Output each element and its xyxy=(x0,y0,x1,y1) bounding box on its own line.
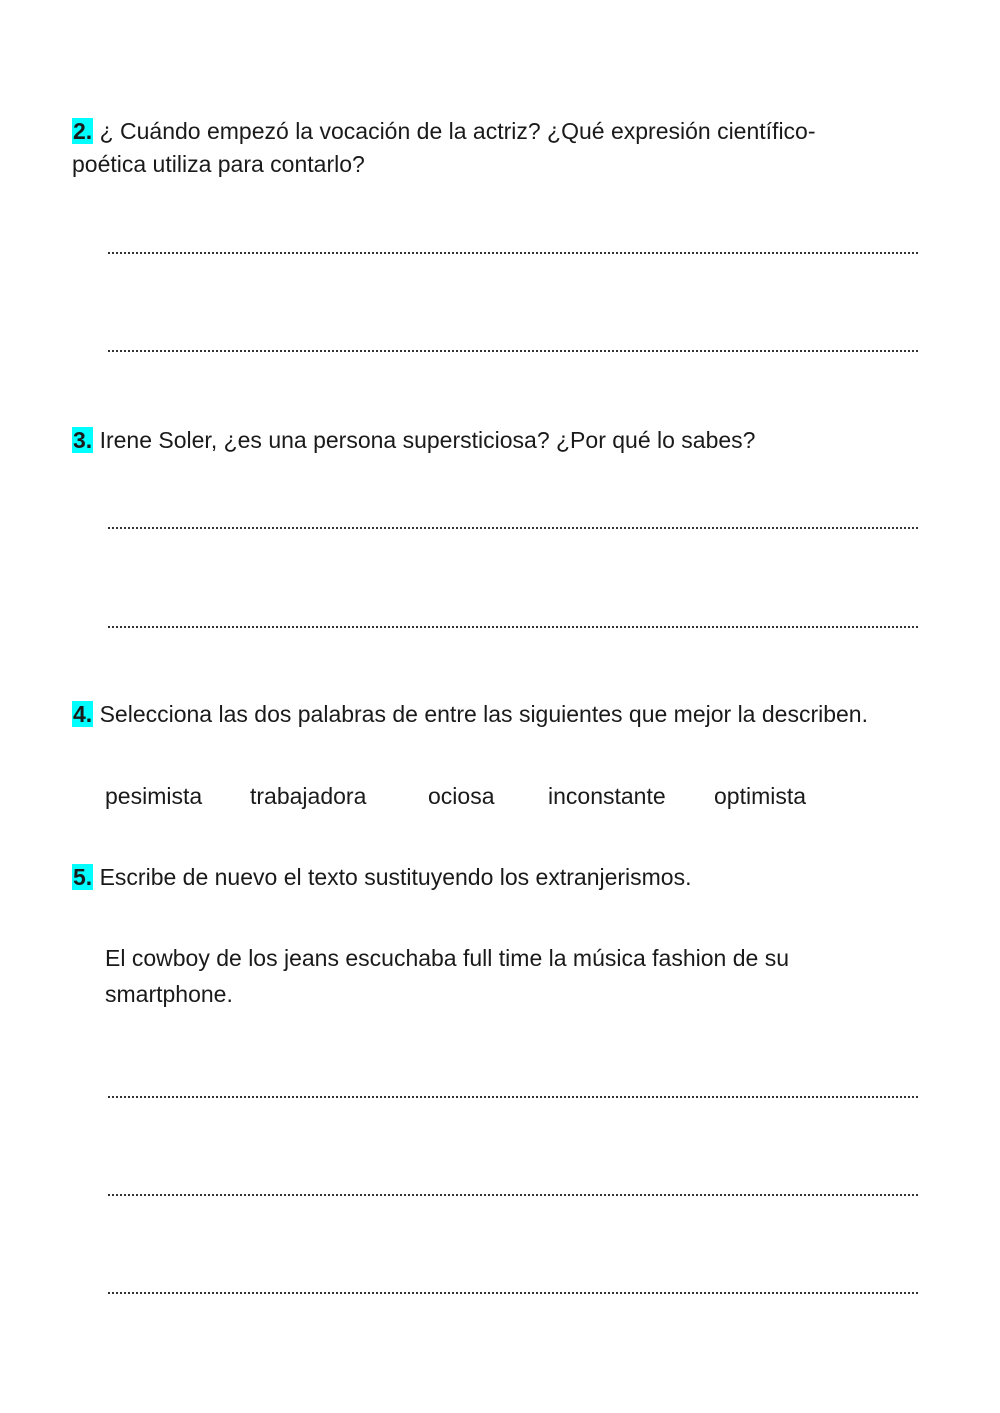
question-number: 5. xyxy=(73,864,93,890)
word-option-ociosa[interactable]: ociosa xyxy=(428,783,495,809)
question-5 xyxy=(72,861,952,894)
passage-text: El cowboy de los jeans escuchaba full time la música fashion de su smartphone. xyxy=(105,945,789,1007)
question-4 xyxy=(72,698,972,731)
word-option-trabajadora[interactable]: trabajadora xyxy=(250,783,367,809)
word-option-pesimista[interactable]: pesimista xyxy=(105,783,203,809)
answer-line[interactable] xyxy=(108,626,918,628)
word-option-optimista[interactable]: optimista xyxy=(714,783,807,809)
answer-line[interactable] xyxy=(108,1194,918,1196)
answer-line[interactable] xyxy=(108,252,918,254)
question-text: ¿ Cuándo empezó la vocación de la actriz? ¿Qué expresión científico-poética utiliza para contarlo? xyxy=(72,118,816,177)
question-number: 3. xyxy=(73,427,93,453)
question-2 xyxy=(72,115,872,181)
answer-line[interactable] xyxy=(108,350,918,352)
question-text: Selecciona las dos palabras de entre las siguientes que mejor la describen. xyxy=(99,701,868,727)
answer-line[interactable] xyxy=(108,1096,918,1098)
question-number: 2. xyxy=(73,118,93,144)
answer-line[interactable] xyxy=(108,1292,918,1294)
word-option-inconstante[interactable]: inconstante xyxy=(548,783,666,809)
answer-line[interactable] xyxy=(108,527,918,529)
question-text: Irene Soler, ¿es una persona supersticiosa? ¿Por qué lo sabes? xyxy=(99,427,756,453)
question-number: 4. xyxy=(73,701,93,727)
question-3 xyxy=(72,424,952,457)
question-text: Escribe de nuevo el texto sustituyendo los extranjerismos. xyxy=(99,864,692,890)
